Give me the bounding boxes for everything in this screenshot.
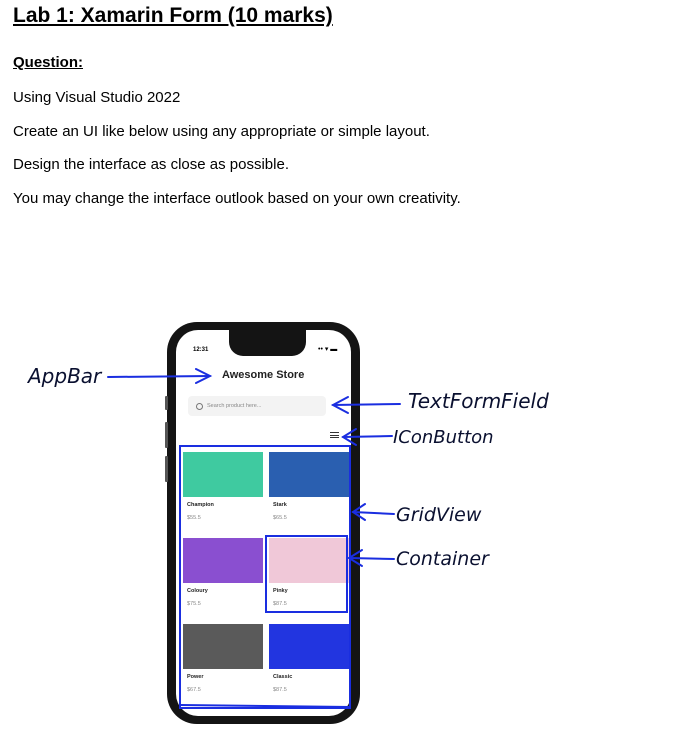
container-annotation: Container bbox=[396, 548, 489, 570]
container-arrow bbox=[349, 558, 394, 559]
product-name: Coloury bbox=[187, 588, 208, 594]
status-time: 12:31 bbox=[193, 347, 209, 353]
document-title: Lab 1: Xamarin Form (10 marks) bbox=[13, 4, 333, 27]
instruction-line-1: Using Visual Studio 2022 bbox=[13, 89, 181, 106]
instruction-line-2: Create an UI like below using any appropriate or simple layout. bbox=[13, 123, 430, 140]
iconbutton-annotation: IConButton bbox=[393, 427, 494, 448]
gridview-annotation: GridView bbox=[396, 504, 482, 526]
product-price: $65.5 bbox=[273, 515, 287, 521]
app-bar-title: Awesome Store bbox=[222, 369, 305, 381]
product-name: Classic bbox=[273, 674, 293, 680]
appbar-annotation: AppBar bbox=[28, 364, 102, 388]
textformfield-arrow bbox=[333, 404, 400, 405]
product-price: $67.5 bbox=[187, 687, 201, 693]
product-name: Champion bbox=[187, 502, 214, 508]
container-outline bbox=[266, 536, 347, 612]
instruction-line-3: Design the interface as close as possible. bbox=[13, 156, 289, 173]
product-price: $55.5 bbox=[187, 515, 201, 521]
instruction-line-4: You may change the interface outlook based on your own creativity. bbox=[13, 190, 461, 207]
textformfield-annotation: TextFormField bbox=[408, 389, 549, 413]
status-icons: •• ▾ ▬ bbox=[318, 346, 338, 353]
product-price: $75.5 bbox=[187, 601, 201, 607]
product-price: $87.5 bbox=[273, 687, 287, 693]
product-name: Pinky bbox=[273, 588, 288, 594]
product-name: Power bbox=[187, 674, 204, 680]
gridview-arrow bbox=[353, 512, 394, 514]
appbar-arrow bbox=[108, 376, 210, 377]
product-name: Stark bbox=[273, 502, 287, 508]
product-price: $87.5 bbox=[273, 601, 287, 607]
iconbutton-arrow bbox=[343, 436, 392, 437]
question-label: Question: bbox=[13, 54, 83, 71]
gridview-bottom-line bbox=[180, 705, 350, 707]
search-placeholder: Search product here... bbox=[207, 403, 262, 409]
